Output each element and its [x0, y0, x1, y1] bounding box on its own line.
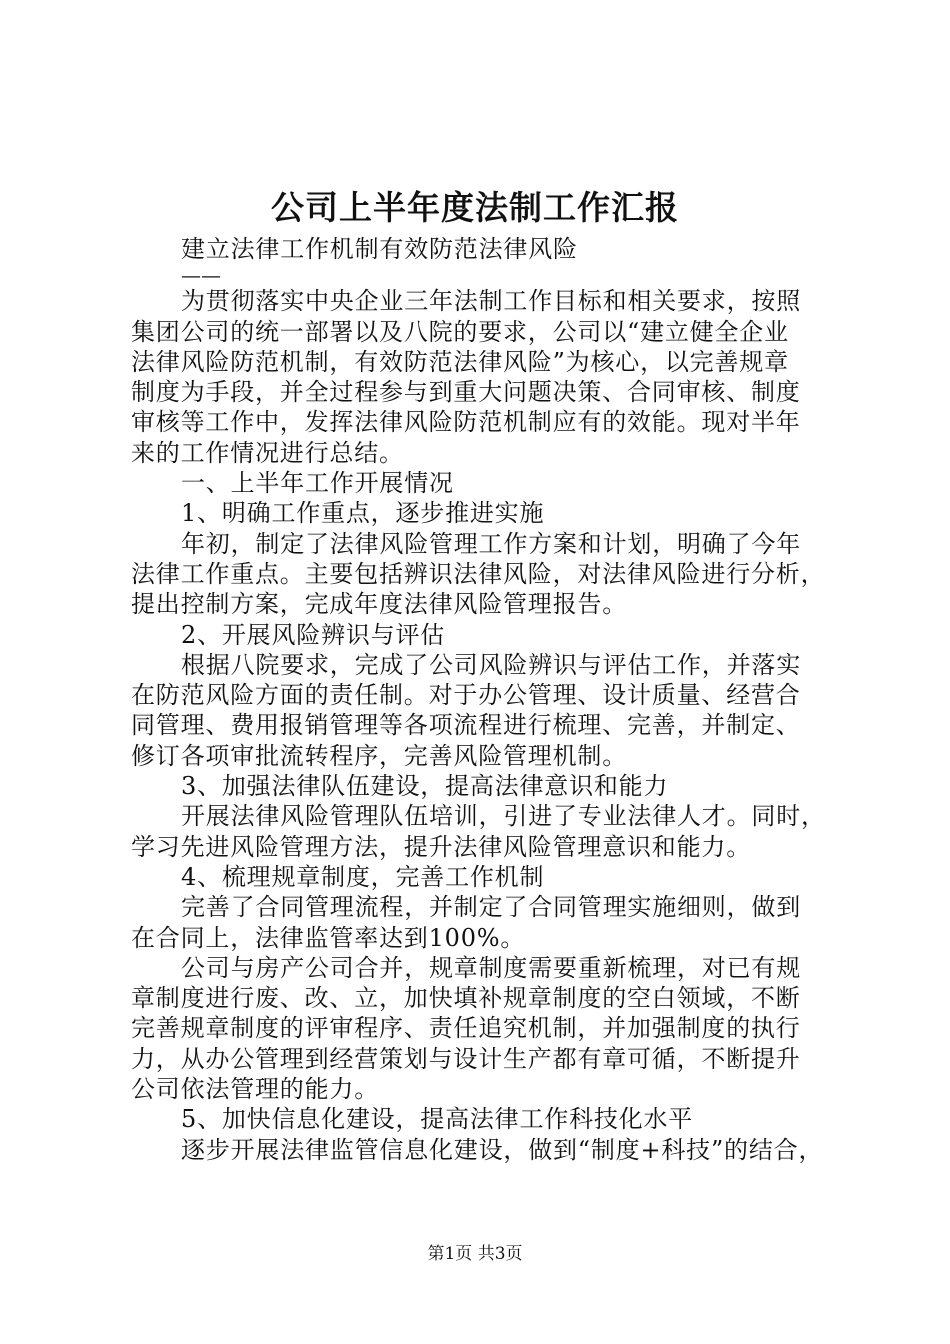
subsection-heading: 4、梳理规章制度，完善工作机制 [181, 862, 545, 891]
paragraph-line: 为贯彻落实中央企业三年法制工作目标和相关要求，按照 [181, 287, 801, 316]
paragraph-line: 法律风险防范机制，有效防范法律风险”为核心，以完善规章 [131, 347, 789, 376]
paragraph-line: 学习先进风险管理方法，提升法律风险管理意识和能力。 [131, 832, 751, 861]
subsection-heading: 5、加快信息化建设，提高法律工作科技化水平 [181, 1105, 694, 1134]
paragraph-line: 完善规章制度的评审程序、责任追究机制，并加强制度的执行 [131, 1014, 801, 1043]
paragraph-line: 审核等工作中，发挥法律风险防范机制应有的效能。现对半年 [131, 408, 801, 437]
paragraph-line: 年初，制定了法律风险管理工作方案和计划，明确了今年 [181, 529, 801, 558]
paragraph-line: 在合同上，法律监管率达到100%。 [131, 923, 526, 952]
paragraph-line: 法律工作重点。主要包括辨识法律风险，对法律风险进行分析， [131, 559, 826, 588]
paragraph-line: 制度为手段，并全过程参与到重大问题决策、合同审核、制度 [131, 378, 801, 407]
paragraph-line: 提出控制方案，完成年度法律风险管理报告。 [131, 590, 627, 619]
paragraph-line: 公司与房产公司合并，规章制度需要重新梳理，对已有规 [181, 953, 801, 982]
paragraph-line: 在防范风险方面的责任制。对于办公管理、设计质量、经营合 [131, 681, 801, 710]
document-title: 公司上半年度法制工作汇报 [271, 188, 679, 227]
paragraph-line: 逐步开展法律监管信息化建设，做到“制度+科技”的结合， [181, 1135, 824, 1164]
paragraph-line: 修订各项审批流转程序，完善风险管理机制。 [131, 741, 627, 770]
page-footer: 第1页 共3页 [427, 1244, 523, 1264]
paragraph-line: 集团公司的统一部署以及八院的要求，公司以“建立健全企业 [131, 317, 789, 346]
section-heading: 一、上半年工作开展情况 [181, 469, 454, 498]
paragraph-line: 章制度进行废、改、立，加快填补规章制度的空白领域，不断 [131, 984, 801, 1013]
subsection-heading: 2、开展风险辨识与评估 [181, 620, 446, 649]
paragraph-line: 开展法律风险管理队伍培训，引进了专业法律人才。同时， [181, 802, 826, 831]
paragraph-line: 根据八院要求，完成了公司风险辨识与评估工作，并落实 [181, 650, 801, 679]
subsection-heading: 1、明确工作重点，逐步推进实施 [181, 499, 545, 528]
subtitle-dash: —— [181, 263, 221, 288]
paragraph-line: 力，从办公管理到经营策划与设计生产都有章可循，不断提升 [131, 1044, 801, 1073]
document-body [131, 234, 831, 1165]
paragraph-line: 同管理、费用报销管理等各项流程进行梳理、完善，并制定、 [131, 711, 801, 740]
subsection-heading: 3、加强法律队伍建设，提高法律意识和能力 [181, 772, 669, 801]
paragraph-line: 完善了合同管理流程，并制定了合同管理实施细则，做到 [181, 893, 801, 922]
paragraph-line: 公司依法管理的能力。 [131, 1075, 379, 1104]
paragraph-line: 来的工作情况进行总结。 [131, 438, 404, 467]
subtitle: 建立法律工作机制有效防范法律风险 [181, 235, 578, 263]
